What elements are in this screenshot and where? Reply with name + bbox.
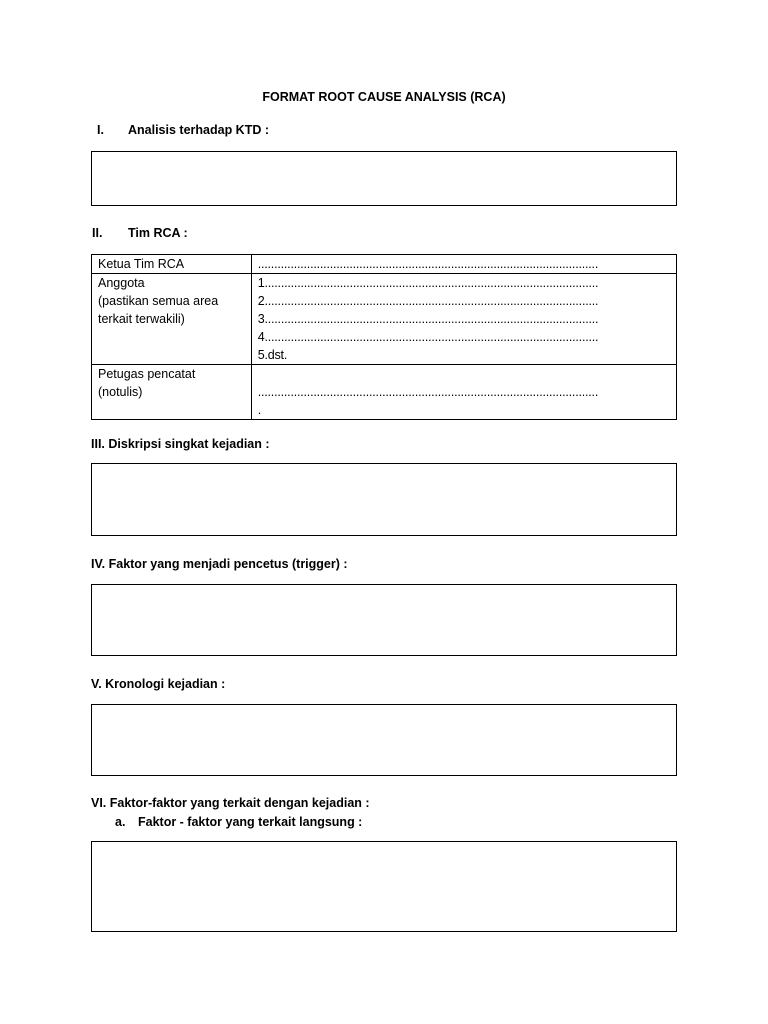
section-2-heading: Tim RCA : bbox=[128, 226, 188, 240]
petugas-label-cell bbox=[92, 365, 252, 420]
anggota-line-1: 1...................................................................................................... bbox=[257, 276, 599, 290]
table-row-ketua bbox=[92, 255, 677, 274]
section-5-heading: V. Kronologi kejadian : bbox=[91, 677, 226, 691]
trigger-factor-box[interactable] bbox=[91, 584, 677, 656]
petugas-line-blank bbox=[258, 365, 670, 383]
section-4-heading: IV. Faktor yang menjadi pencetus (trigger) : bbox=[91, 557, 348, 571]
table-row-petugas bbox=[92, 365, 677, 420]
anggota-note-line-1: (pastikan semua area bbox=[98, 294, 219, 308]
section-6-heading: VI. Faktor-faktor yang terkait dengan kejadian : bbox=[91, 796, 370, 810]
section-2-number: II. bbox=[92, 226, 103, 240]
ktd-analysis-box[interactable] bbox=[91, 151, 677, 206]
petugas-label: Petugas pencatat bbox=[98, 367, 196, 381]
ketua-value: ........................................................................................................ bbox=[257, 257, 599, 271]
document-title: FORMAT ROOT CAUSE ANALYSIS (RCA) bbox=[262, 90, 506, 104]
section-3-heading: III. Diskripsi singkat kejadian : bbox=[91, 437, 270, 451]
ketua-value-field[interactable] bbox=[251, 255, 676, 274]
rca-team-table bbox=[91, 254, 677, 420]
petugas-line-1: ........................................................................................................ bbox=[257, 385, 599, 399]
anggota-label-cell bbox=[92, 274, 252, 365]
section-1-number: I. bbox=[97, 123, 104, 137]
section-6a-heading: Faktor - faktor yang terkait langsung : bbox=[138, 815, 363, 829]
anggota-line-5: 5.dst. bbox=[257, 348, 288, 362]
petugas-note: (notulis) bbox=[98, 385, 143, 399]
petugas-line-2: . bbox=[257, 403, 261, 417]
table-row-anggota bbox=[92, 274, 677, 365]
section-1-heading: Analisis terhadap KTD : bbox=[128, 123, 269, 137]
direct-factors-box[interactable] bbox=[91, 841, 677, 932]
anggota-note-line-2: terkait terwakili) bbox=[98, 312, 185, 326]
anggota-line-3: 3...................................................................................................... bbox=[257, 312, 599, 326]
anggota-line-2: 2...................................................................................................... bbox=[257, 294, 599, 308]
anggota-value-field[interactable] bbox=[251, 274, 676, 365]
section-6a-number: a. bbox=[115, 815, 126, 829]
anggota-line-4: 4...................................................................................................... bbox=[257, 330, 599, 344]
ketua-label: Ketua Tim RCA bbox=[92, 255, 252, 274]
petugas-value-field[interactable] bbox=[251, 365, 676, 420]
kejadian-description-box[interactable] bbox=[91, 463, 677, 536]
chronology-box[interactable] bbox=[91, 704, 677, 776]
anggota-label: Anggota bbox=[98, 276, 145, 290]
